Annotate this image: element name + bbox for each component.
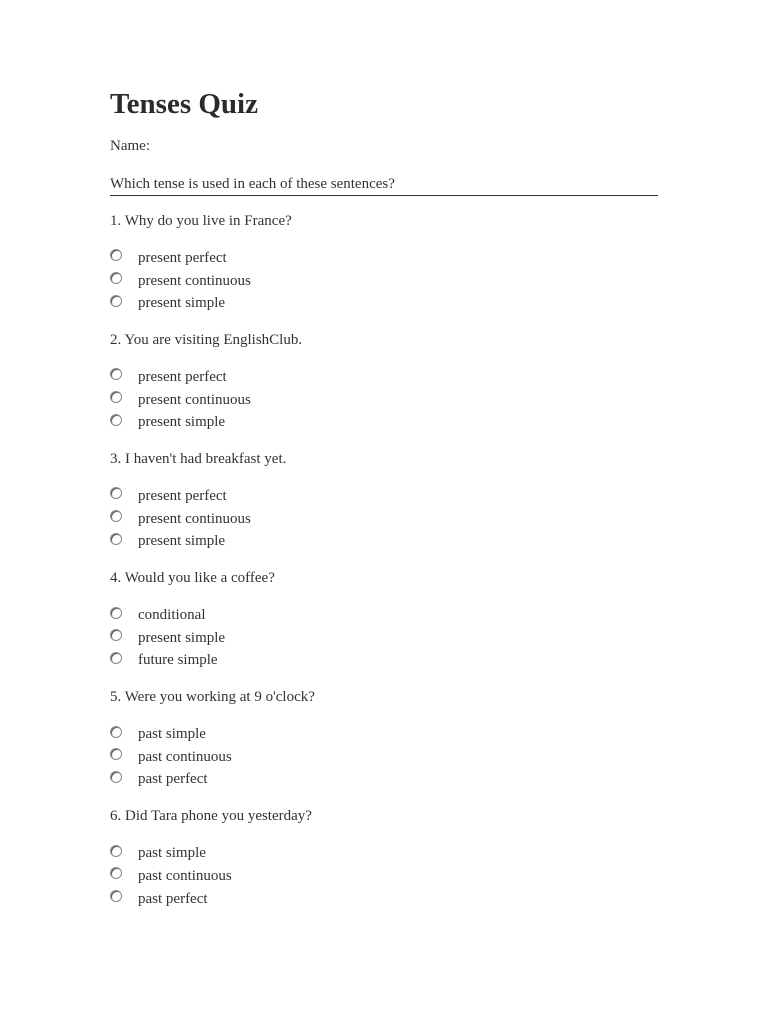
answer-option[interactable]: [110, 292, 658, 315]
radio-button[interactable]: [110, 845, 122, 857]
option-label: present simple: [138, 295, 226, 312]
answer-option[interactable]: [110, 389, 658, 412]
answer-option[interactable]: [110, 247, 658, 270]
answer-option[interactable]: [110, 865, 658, 888]
radio-button[interactable]: [110, 295, 122, 307]
option-label: past simple: [138, 845, 206, 862]
question-6: [110, 806, 658, 910]
option-label: present simple: [138, 629, 226, 646]
radio-button[interactable]: [110, 748, 122, 760]
answer-option[interactable]: [110, 411, 658, 434]
radio-button[interactable]: [110, 249, 122, 261]
options-list: [110, 366, 658, 434]
radio-button[interactable]: [110, 726, 122, 738]
quiz-page: [110, 86, 658, 910]
radio-button[interactable]: [110, 652, 122, 664]
answer-option[interactable]: [110, 366, 658, 389]
question-text: 5. Were you working at 9 o'clock?: [110, 689, 315, 706]
question-2: [110, 330, 658, 434]
question-5: [110, 687, 658, 791]
radio-button[interactable]: [110, 867, 122, 879]
answer-option[interactable]: [110, 508, 658, 531]
radio-button[interactable]: [110, 629, 122, 641]
answer-option[interactable]: [110, 746, 658, 769]
radio-button[interactable]: [110, 533, 122, 545]
answer-option[interactable]: [110, 604, 658, 627]
options-list: [110, 485, 658, 553]
option-label: present perfect: [138, 368, 227, 385]
page-title: Tenses Quiz: [110, 88, 258, 120]
option-label: present continuous: [138, 391, 251, 408]
answer-option[interactable]: [110, 270, 658, 293]
question-text: 1. Why do you live in France?: [110, 213, 292, 229]
option-label: past perfect: [138, 890, 208, 907]
radio-button[interactable]: [110, 771, 122, 783]
question-text: 3. I haven't had breakfast yet.: [110, 451, 287, 468]
radio-button[interactable]: [110, 414, 122, 426]
instruction-text: Which tense is used in each of these sentences?: [110, 174, 658, 196]
answer-option[interactable]: [110, 627, 658, 650]
option-label: conditional: [138, 607, 206, 624]
option-label: future simple: [138, 652, 218, 669]
question-3: [110, 449, 658, 553]
answer-option[interactable]: [110, 650, 658, 673]
option-label: present continuous: [138, 272, 251, 289]
answer-option[interactable]: [110, 842, 658, 865]
radio-button[interactable]: [110, 368, 122, 380]
option-label: present simple: [138, 533, 226, 550]
options-list: [110, 723, 658, 791]
options-list: [110, 842, 658, 910]
question-text: 4. Would you like a coffee?: [110, 570, 275, 587]
answer-option[interactable]: [110, 769, 658, 792]
question-4: [110, 568, 658, 672]
question-text: 2. You are visiting EnglishClub.: [110, 332, 303, 349]
option-label: present continuous: [138, 510, 251, 527]
answer-option[interactable]: [110, 531, 658, 554]
options-list: [110, 604, 658, 672]
answer-option[interactable]: [110, 485, 658, 508]
option-label: present perfect: [138, 487, 227, 504]
answer-option[interactable]: [110, 888, 658, 911]
radio-button[interactable]: [110, 607, 122, 619]
option-label: past perfect: [138, 771, 208, 788]
option-label: past simple: [138, 726, 206, 743]
name-label: Name:: [110, 138, 150, 154]
answer-option[interactable]: [110, 723, 658, 746]
radio-button[interactable]: [110, 510, 122, 522]
option-label: past continuous: [138, 748, 232, 765]
radio-button[interactable]: [110, 890, 122, 902]
radio-button[interactable]: [110, 391, 122, 403]
options-list: [110, 247, 658, 315]
option-label: present perfect: [138, 249, 227, 266]
question-1: [110, 211, 658, 315]
question-text: 6. Did Tara phone you yesterday?: [110, 808, 312, 825]
radio-button[interactable]: [110, 272, 122, 284]
option-label: present simple: [138, 414, 226, 431]
radio-button[interactable]: [110, 487, 122, 499]
option-label: past continuous: [138, 867, 232, 884]
